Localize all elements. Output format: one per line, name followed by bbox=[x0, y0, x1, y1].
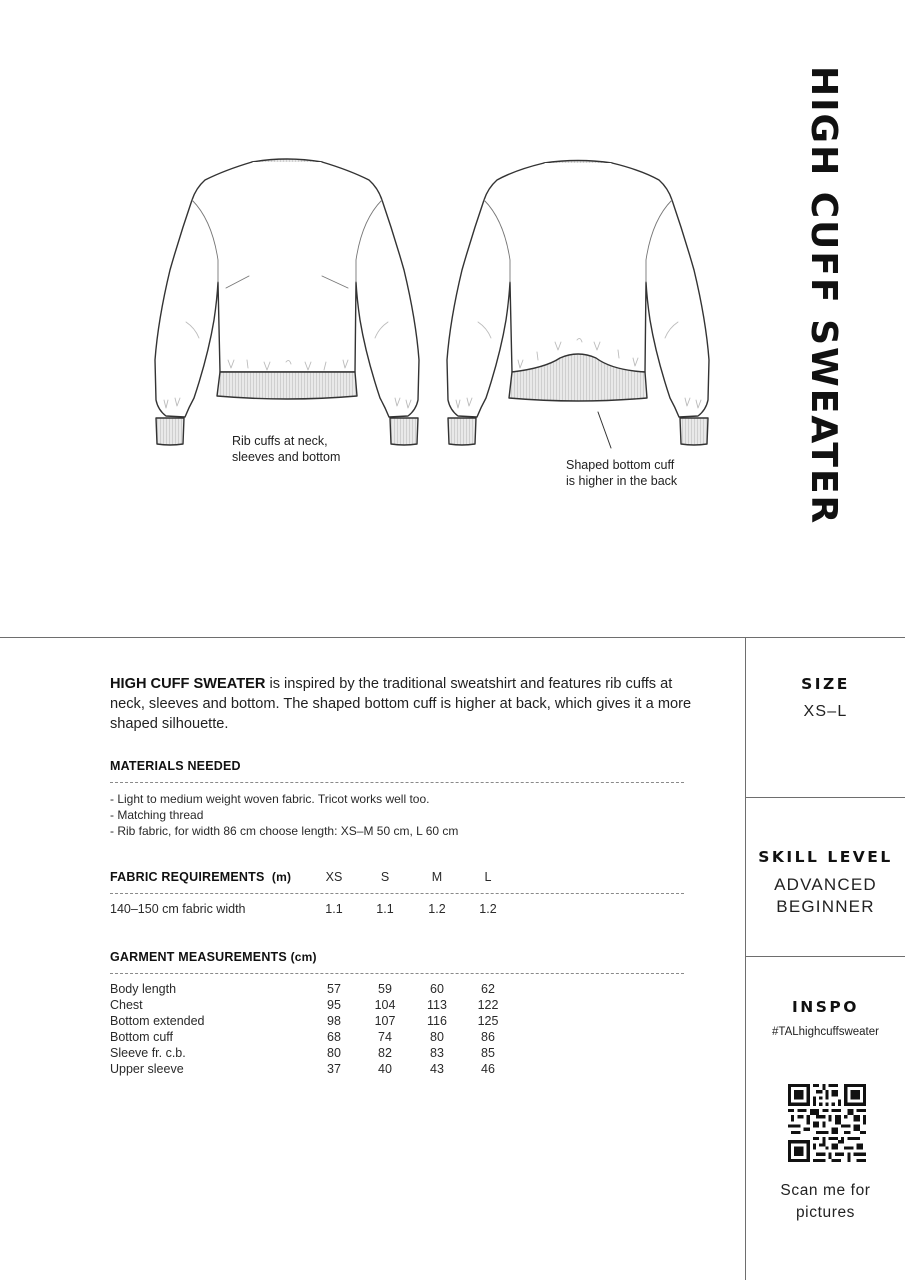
fabric-requirements-unit: (m) bbox=[271, 870, 292, 884]
cell-s: 107 bbox=[374, 1014, 396, 1028]
cell-xs: 68 bbox=[327, 1030, 341, 1044]
garment-measurements-unit: (cm) bbox=[290, 950, 317, 964]
qr-caption-line-2: pictures bbox=[795, 1204, 856, 1221]
qr-caption-line-1: Scan me for bbox=[780, 1182, 871, 1199]
side-divider-1 bbox=[745, 797, 905, 798]
fabric-cell: 1.1 bbox=[325, 902, 343, 916]
table-row bbox=[0, 1046, 745, 1062]
fabric-cell: 1.2 bbox=[479, 902, 497, 916]
front-bottom-rib bbox=[217, 372, 357, 399]
table-row bbox=[0, 1014, 745, 1030]
materials-item: - Light to medium weight woven fabric. Tricot works well too. bbox=[110, 792, 430, 806]
materials-item: - Matching thread bbox=[110, 808, 204, 822]
qr-finder-top-right bbox=[844, 1084, 866, 1106]
back-left-cuff bbox=[448, 418, 476, 445]
front-right-cuff bbox=[390, 418, 418, 445]
inspo-block bbox=[746, 998, 905, 1038]
cell-s: 82 bbox=[378, 1046, 392, 1060]
front-sweater-drawing bbox=[155, 159, 419, 445]
qr-finder-top-left bbox=[788, 1084, 810, 1106]
cell-m: 80 bbox=[430, 1030, 444, 1044]
intro-text: is inspired by the traditional sweatshirt and features rib cuffs at neck, sleeves and bottom. The shaped bottom cuff is higher at back, which gives it a more shaped silhouette. bbox=[110, 676, 692, 732]
size-col-xs: XS bbox=[325, 870, 343, 884]
illustration-area bbox=[0, 0, 905, 637]
row-label: Sleeve fr. c.b. bbox=[110, 1046, 186, 1060]
fabric-dashed-rule bbox=[110, 893, 684, 894]
garment-measurements-heading bbox=[110, 950, 317, 964]
size-value: XS–L bbox=[803, 703, 848, 720]
horizontal-divider bbox=[0, 637, 905, 638]
qr-code-icon[interactable] bbox=[788, 1084, 866, 1162]
garment-measurements-title: GARMENT MEASUREMENTS bbox=[110, 950, 287, 964]
qr-finder-bottom-left bbox=[788, 1140, 810, 1162]
front-callout bbox=[232, 433, 340, 465]
row-label: Bottom cuff bbox=[110, 1030, 173, 1044]
qr-caption bbox=[746, 1180, 905, 1224]
table-row bbox=[0, 1030, 745, 1046]
materials-heading: MATERIALS NEEDED bbox=[110, 759, 241, 773]
materials-item: - Rib fabric, for width 86 cm choose length: XS–M 50 cm, L 60 cm bbox=[110, 824, 459, 838]
cell-xs: 95 bbox=[327, 998, 341, 1012]
back-callout bbox=[566, 457, 677, 489]
cell-m: 83 bbox=[430, 1046, 444, 1060]
size-col-l: L bbox=[484, 870, 492, 884]
intro-paragraph bbox=[110, 674, 710, 734]
page-title: HIGH CUFF SWEATER bbox=[803, 66, 844, 526]
cell-m: 116 bbox=[427, 1014, 447, 1028]
materials-dashed-rule bbox=[110, 782, 684, 783]
row-label: Chest bbox=[110, 998, 143, 1012]
skill-level-value-line-2: BEGINNER bbox=[776, 897, 875, 916]
cell-xs: 57 bbox=[327, 982, 341, 996]
cell-s: 40 bbox=[378, 1062, 392, 1076]
intro-bold-title: HIGH CUFF SWEATER bbox=[110, 676, 266, 692]
table-row bbox=[0, 982, 745, 998]
cell-m: 43 bbox=[430, 1062, 444, 1076]
size-col-m: M bbox=[431, 870, 443, 884]
cell-s: 104 bbox=[374, 998, 396, 1012]
size-block bbox=[746, 675, 905, 723]
fabric-cell: 1.2 bbox=[428, 902, 446, 916]
materials-list bbox=[110, 791, 458, 839]
skill-level-block bbox=[746, 848, 905, 918]
garment-dashed-rule bbox=[110, 973, 684, 974]
front-callout-line-2: sleeves and bottom bbox=[232, 450, 341, 464]
back-sweater-drawing bbox=[447, 161, 709, 449]
inspo-hashtag[interactable]: #TALhighcuffsweater bbox=[772, 1026, 879, 1038]
inspo-title: INSPO bbox=[792, 998, 859, 1016]
front-callout-line-1: Rib cuffs at neck, bbox=[232, 434, 328, 448]
cell-l: 62 bbox=[481, 982, 495, 996]
sweater-illustrations bbox=[0, 0, 905, 637]
fabric-requirements-heading bbox=[110, 870, 291, 884]
fabric-requirements-title: FABRIC REQUIREMENTS bbox=[110, 870, 265, 884]
back-right-cuff bbox=[680, 418, 708, 445]
cell-xs: 80 bbox=[327, 1046, 341, 1060]
fabric-cell: 1.1 bbox=[376, 902, 394, 916]
cell-xs: 98 bbox=[327, 1014, 341, 1028]
skill-level-title: SKILL LEVEL bbox=[758, 848, 893, 866]
callout-pointer-line bbox=[598, 412, 611, 448]
cell-l: 86 bbox=[481, 1030, 495, 1044]
cell-xs: 37 bbox=[327, 1062, 341, 1076]
cell-m: 60 bbox=[430, 982, 444, 996]
front-left-cuff bbox=[156, 418, 184, 445]
cell-l: 85 bbox=[481, 1046, 495, 1060]
table-row bbox=[0, 1062, 745, 1078]
fabric-row-label: 140–150 cm fabric width bbox=[110, 902, 246, 916]
skill-level-value-line-1: ADVANCED bbox=[774, 875, 877, 894]
cell-s: 74 bbox=[378, 1030, 392, 1044]
cell-s: 59 bbox=[378, 982, 392, 996]
table-row bbox=[0, 998, 745, 1014]
cell-m: 113 bbox=[427, 998, 447, 1012]
fabric-row bbox=[0, 902, 745, 918]
cell-l: 122 bbox=[477, 998, 499, 1012]
back-callout-line-1: Shaped bottom cuff bbox=[566, 458, 675, 472]
size-title: SIZE bbox=[801, 675, 850, 693]
row-label: Body length bbox=[110, 982, 177, 996]
size-col-s: S bbox=[380, 870, 390, 884]
side-divider-2 bbox=[745, 956, 905, 957]
back-callout-line-2: is higher in the back bbox=[566, 474, 678, 488]
row-label: Upper sleeve bbox=[110, 1062, 184, 1076]
cell-l: 46 bbox=[481, 1062, 495, 1076]
cell-l: 125 bbox=[477, 1014, 499, 1028]
row-label: Bottom extended bbox=[110, 1014, 205, 1028]
